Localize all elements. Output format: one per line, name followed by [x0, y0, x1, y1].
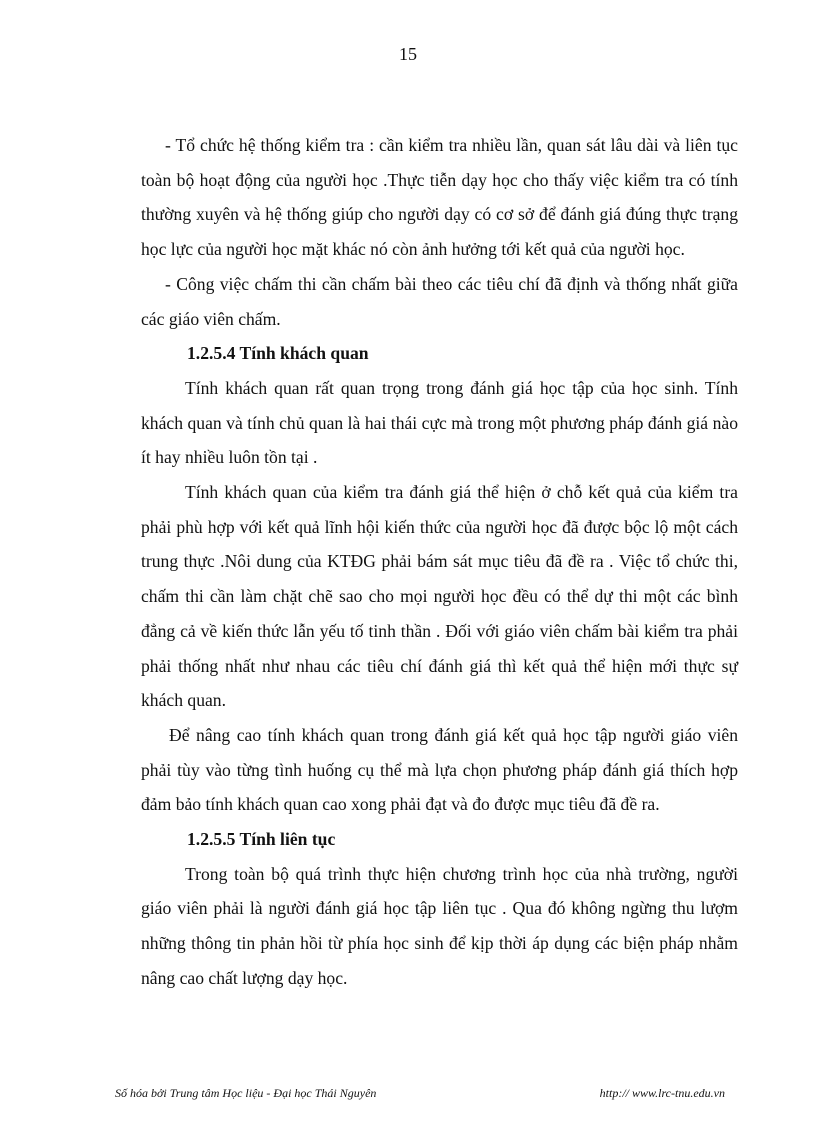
page-body	[141, 128, 738, 996]
page-number: 15	[399, 44, 417, 64]
section-heading-continuity: 1.2.5.5 Tính liên tục	[187, 829, 336, 850]
paragraph-objectivity-improve: Để nâng cao tính khách quan trong đánh giá kết quả học tập người giáo viên phải tùy vào từng tình huống cụ thể mà lựa chọn phương pháp đánh giá thích hợp đảm bảo tính khách quan cao xong phải đạt và đo được mục tiêu đã đề ra.	[141, 724, 738, 815]
footer-credit: Số hóa bởi Trung tâm Học liệu - Đại học Thái Nguyên	[115, 1086, 377, 1100]
bullet-paragraph-grading: - Công việc chấm thi cần chấm bài theo các tiêu chí đã định và thống nhất giữa các giáo viên chấm.	[141, 273, 738, 329]
paragraph-continuity: Trong toàn bộ quá trình thực hiện chương trình học của nhà trường, người giáo viên phải là người đánh giá học tập liên tục . Qua đó không ngừng thu lượm những thông tin phản hồi từ phía học sinh để kịp thời áp dụng các biện pháp nhằm nâng cao chất lượng dạy học.	[141, 863, 738, 988]
bullet-paragraph-exam-system: - Tổ chức hệ thống kiểm tra : cần kiểm tra nhiều lần, quan sát lâu dài và liên tục toàn bộ hoạt động của người học .Thực tiễn dạy học cho thấy việc kiểm tra có tính thường xuyên và hệ thống giúp cho người dạy có cơ sở để đánh giá đúng thực trạng học lực của người học mặt khác nó còn ảnh hưởng tới kết quả của người học.	[141, 135, 738, 260]
section-heading-objectivity: 1.2.5.4 Tính khách quan	[187, 343, 369, 364]
paragraph-objectivity-intro: Tính khách quan rất quan trọng trong đánh giá học tập của học sinh. Tính khách quan và tính chủ quan là hai thái cực mà trong một phương pháp đánh giá nào ít hay nhiều luôn tồn tại .	[141, 377, 738, 468]
footer-url: http:// www.lrc-tnu.edu.vn	[599, 1086, 725, 1100]
paragraph-objectivity-detail: Tính khách quan của kiểm tra đánh giá thể hiện ở chỗ kết quả của kiểm tra phải phù hợp với kết quả lĩnh hội kiến thức của người học đã được bộc lộ một cách trung thực .Nôi dung của KTĐG phải bám sát mục tiêu đã đề ra . Việc tổ chức thi, chấm thi cần làm chặt chẽ sao cho mọi người học đều có thể dự thi một các bình đẳng cả về kiến thức lẫn yếu tố tinh thần . Đối với giáo viên chấm bài kiểm tra phải phải thống nhất như nhau các tiêu chí đánh giá thì kết quả thể hiện mới thực sự khách quan.	[141, 482, 738, 711]
